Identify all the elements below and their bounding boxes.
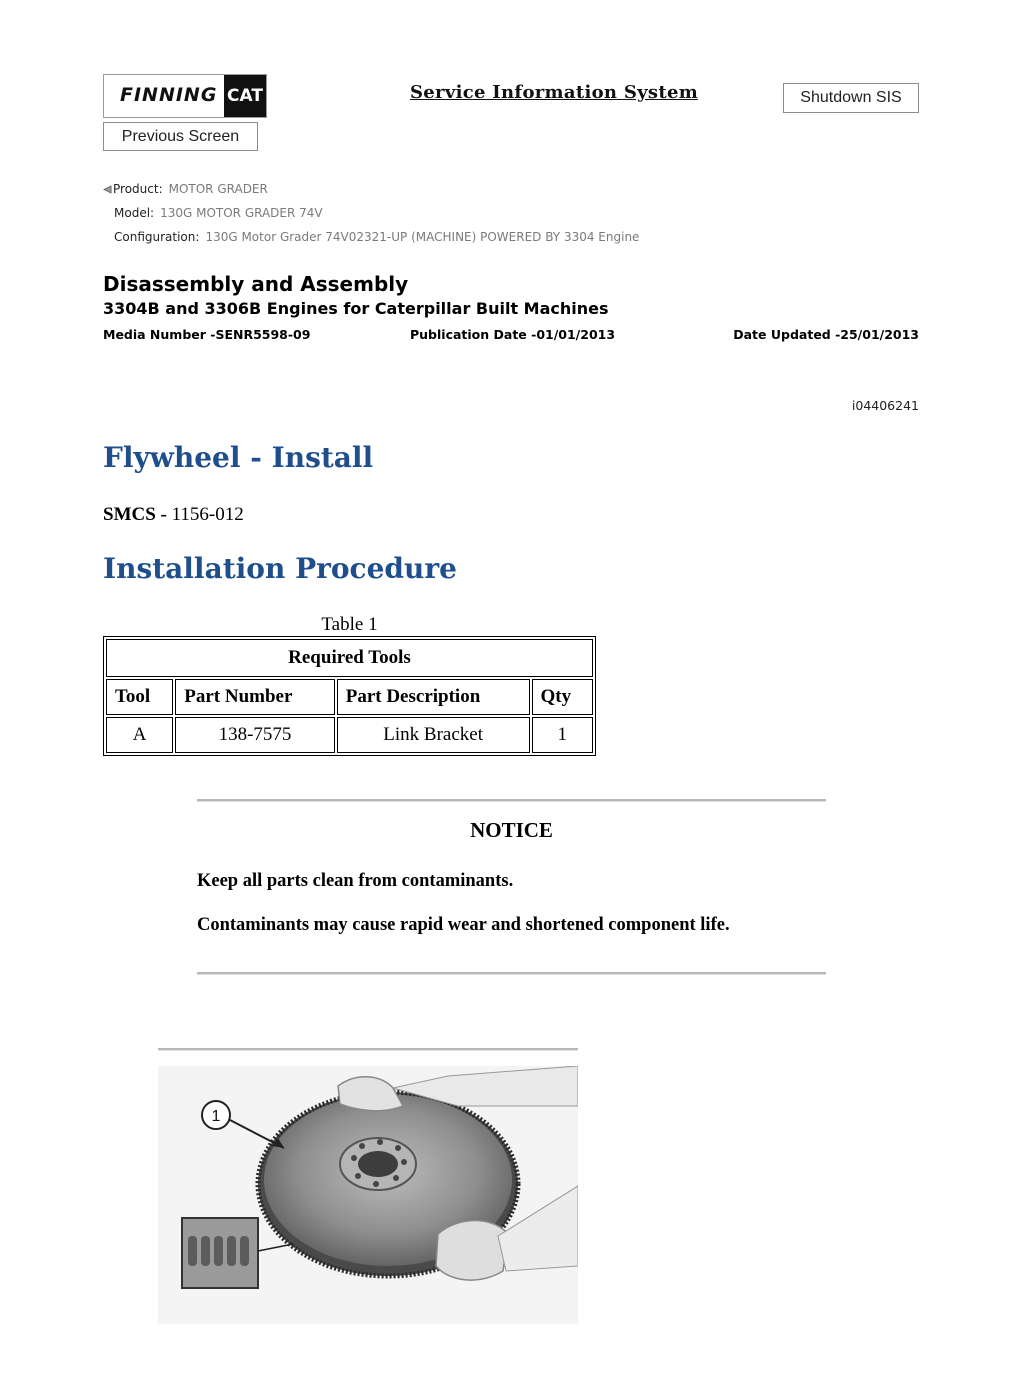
smcs-code: SMCS - 1156-012 [103,504,244,525]
back-arrow-icon[interactable] [103,185,112,194]
previous-screen-button[interactable]: Previous Screen [103,122,258,151]
notice-line-2: Contaminants may cause rapid wear and shortened component life. [197,915,730,935]
column-header-part-number: Part Number [175,679,334,715]
table-header-row [106,679,593,715]
product-value: MOTOR GRADER [168,182,268,196]
model-info-row [114,206,323,220]
cat-logo: CAT [224,75,266,117]
publication-date: Publication Date -01/01/2013 [410,327,616,342]
configuration-label: Configuration: [114,230,200,244]
cell-qty: 1 [532,717,593,753]
finning-logo-text: FINNING [120,84,218,106]
shutdown-sis-button[interactable]: Shutdown SIS [783,83,919,113]
table-caption: Table 1 [321,614,378,635]
model-value: 130G MOTOR GRADER 74V [160,206,323,220]
svg-text:1: 1 [211,1108,221,1125]
column-header-tool: Tool [106,679,173,715]
product-label: Product: [113,182,163,196]
configuration-info-row [114,230,639,244]
page-title: Flywheel - Install [103,441,374,474]
table-row [106,717,593,753]
column-header-qty: Qty [532,679,593,715]
column-header-part-description: Part Description [337,679,530,715]
cell-tool: A [106,717,173,753]
date-updated: Date Updated -25/01/2013 [733,327,919,342]
document-id: i04406241 [851,398,919,413]
document-subtitle: 3304B and 3306B Engines for Caterpillar Built Machines [103,299,609,318]
model-label: Model: [114,206,155,220]
product-info-row [103,182,268,196]
sis-title: Service Information System [410,82,699,103]
media-number: Media Number -SENR5598-09 [103,327,311,342]
notice-bottom-divider [197,972,826,975]
cell-part-description: Link Bracket [337,717,530,753]
table-header: Required Tools [106,639,593,677]
finning-cat-logo [103,74,267,118]
figure-divider [158,1048,578,1051]
notice-title: NOTICE [470,818,553,842]
notice-top-divider [197,799,826,802]
section-heading: Installation Procedure [103,552,457,585]
required-tools-table [103,636,596,756]
cell-part-number: 138-7575 [175,717,334,753]
notice-line-1: Keep all parts clean from contaminants. [197,871,514,891]
configuration-value: 130G Motor Grader 74V02321-UP (MACHINE) POWERED BY 3304 Engine [205,230,640,244]
flywheel-illustration [158,1066,578,1324]
document-title: Disassembly and Assembly [103,272,409,296]
